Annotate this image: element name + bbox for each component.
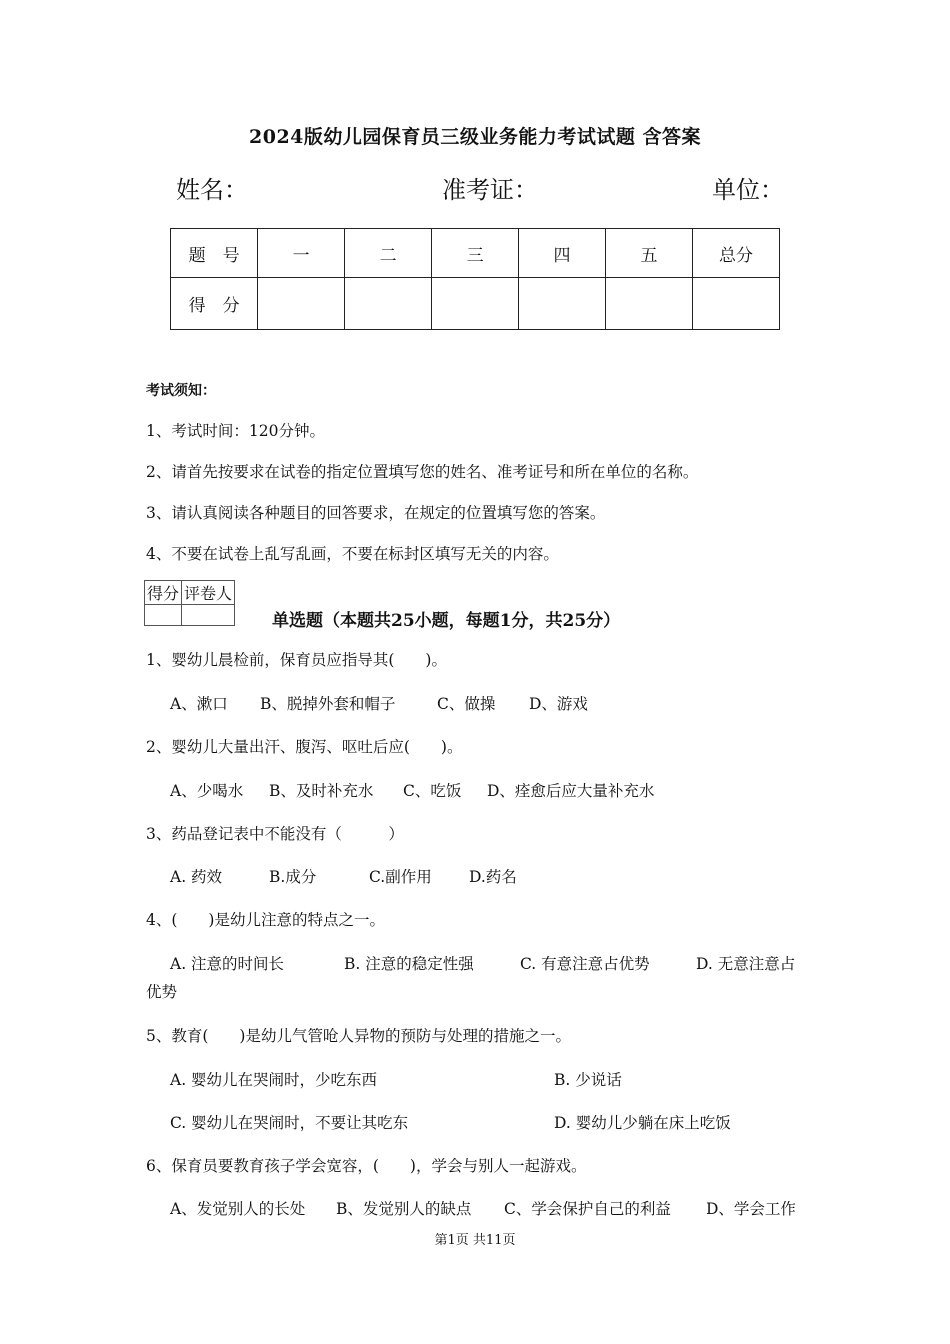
question-options [170,1068,622,1090]
score-blank-cell [692,278,779,330]
option-wrap: 优势 [146,983,178,1001]
score-table-header-row [171,229,780,278]
notice-heading: 考试须知： [146,383,216,399]
question-text: 6、保育员要教育孩子学会宽容，( )，学会与别人一起游戏。 [146,1157,587,1175]
notice-item: 2、请首先按要求在试卷的指定位置填写您的姓名、准考证号和所在单位的名称。 [146,463,699,481]
question-options [170,779,654,801]
option: D、游戏 [529,695,588,713]
option: C、做操 [437,695,496,713]
option: B. 少说话 [554,1071,622,1089]
question-text: 1、婴幼儿晨检前，保育员应指导其( )。 [146,651,447,669]
score-table [170,228,780,330]
option: B、发觉别人的缺点 [336,1200,472,1218]
option: A、少喝水 [170,782,244,800]
option: B.成分 [269,868,317,886]
score-table-cell: 四 [519,229,606,278]
option: D.药名 [469,868,517,886]
option: C. 有意注意占优势 [520,955,650,973]
score-table-score-row [171,278,780,330]
grader-box [144,580,235,626]
question-options [170,692,588,714]
option: A. 婴幼儿在哭闹时，少吃东西 [170,1071,378,1089]
page-footer: 第1页 共11页 [434,1233,516,1248]
option: D. 婴幼儿少躺在床上吃饭 [554,1114,731,1132]
score-blank-cell [606,278,693,330]
unit-field-label: 单位： [712,176,784,204]
score-table-cell: 总分 [692,229,779,278]
option: A. 药效 [170,868,223,886]
option: D. 无意注意占 [696,955,796,973]
option: C、学会保护自己的利益 [504,1200,671,1218]
grader-reviewer-label: 评卷人 [182,581,235,605]
option: D、学会工作 [706,1200,796,1218]
option: C、吃饭 [403,782,462,800]
notice-item: 1、考试时间：120分钟。 [146,422,325,440]
grader-blank-cell [182,605,235,626]
question-text: 2、婴幼儿大量出汗、腹泻、呕吐后应( )。 [146,738,463,756]
option: C.副作用 [369,868,432,886]
option: C. 婴幼儿在哭闹时，不要让其吃东 [170,1114,409,1132]
grader-score-label: 得分 [145,581,182,605]
question-text: 4、( )是幼儿注意的特点之一。 [146,911,385,929]
question-text: 5、教育( )是幼儿气管呛人异物的预防与处理的措施之一。 [146,1027,571,1045]
notice-item: 3、请认真阅读各种题目的回答要求，在规定的位置填写您的答案。 [146,504,606,522]
option: A、漱口 [170,695,228,713]
question-options [170,1111,731,1133]
question-options [170,1197,796,1219]
score-table-cell: 一 [258,229,345,278]
question-options [170,952,795,974]
option: A、发觉别人的长处 [170,1200,306,1218]
score-blank-cell [345,278,432,330]
exam-id-field-label: 准考证： [442,176,538,204]
score-table-cell: 三 [432,229,519,278]
option: A. 注意的时间长 [170,955,285,973]
option: B、及时补充水 [269,782,374,800]
score-blank-cell [258,278,345,330]
question-text: 3、药品登记表中不能没有（ ） [146,825,404,843]
notice-item: 4、不要在试卷上乱写乱画，不要在标封区填写无关的内容。 [146,545,559,563]
score-table-cell: 题 号 [171,229,258,278]
option: D、痊愈后应大量补充水 [487,782,655,800]
page-title: 2024版幼儿园保育员三级业务能力考试试题 含答案 [249,126,701,148]
question-options [170,865,517,887]
option: B、脱掉外套和帽子 [260,695,396,713]
section-title: 单选题（本题共25小题，每题1分，共25分） [272,611,621,631]
score-table-cell: 得 分 [171,278,258,330]
name-field-label: 姓名： [176,176,248,204]
score-blank-cell [519,278,606,330]
score-blank-cell [432,278,519,330]
grader-blank-cell [145,605,182,626]
score-table-cell: 五 [606,229,693,278]
score-table-cell: 二 [345,229,432,278]
option: B. 注意的稳定性强 [344,955,474,973]
